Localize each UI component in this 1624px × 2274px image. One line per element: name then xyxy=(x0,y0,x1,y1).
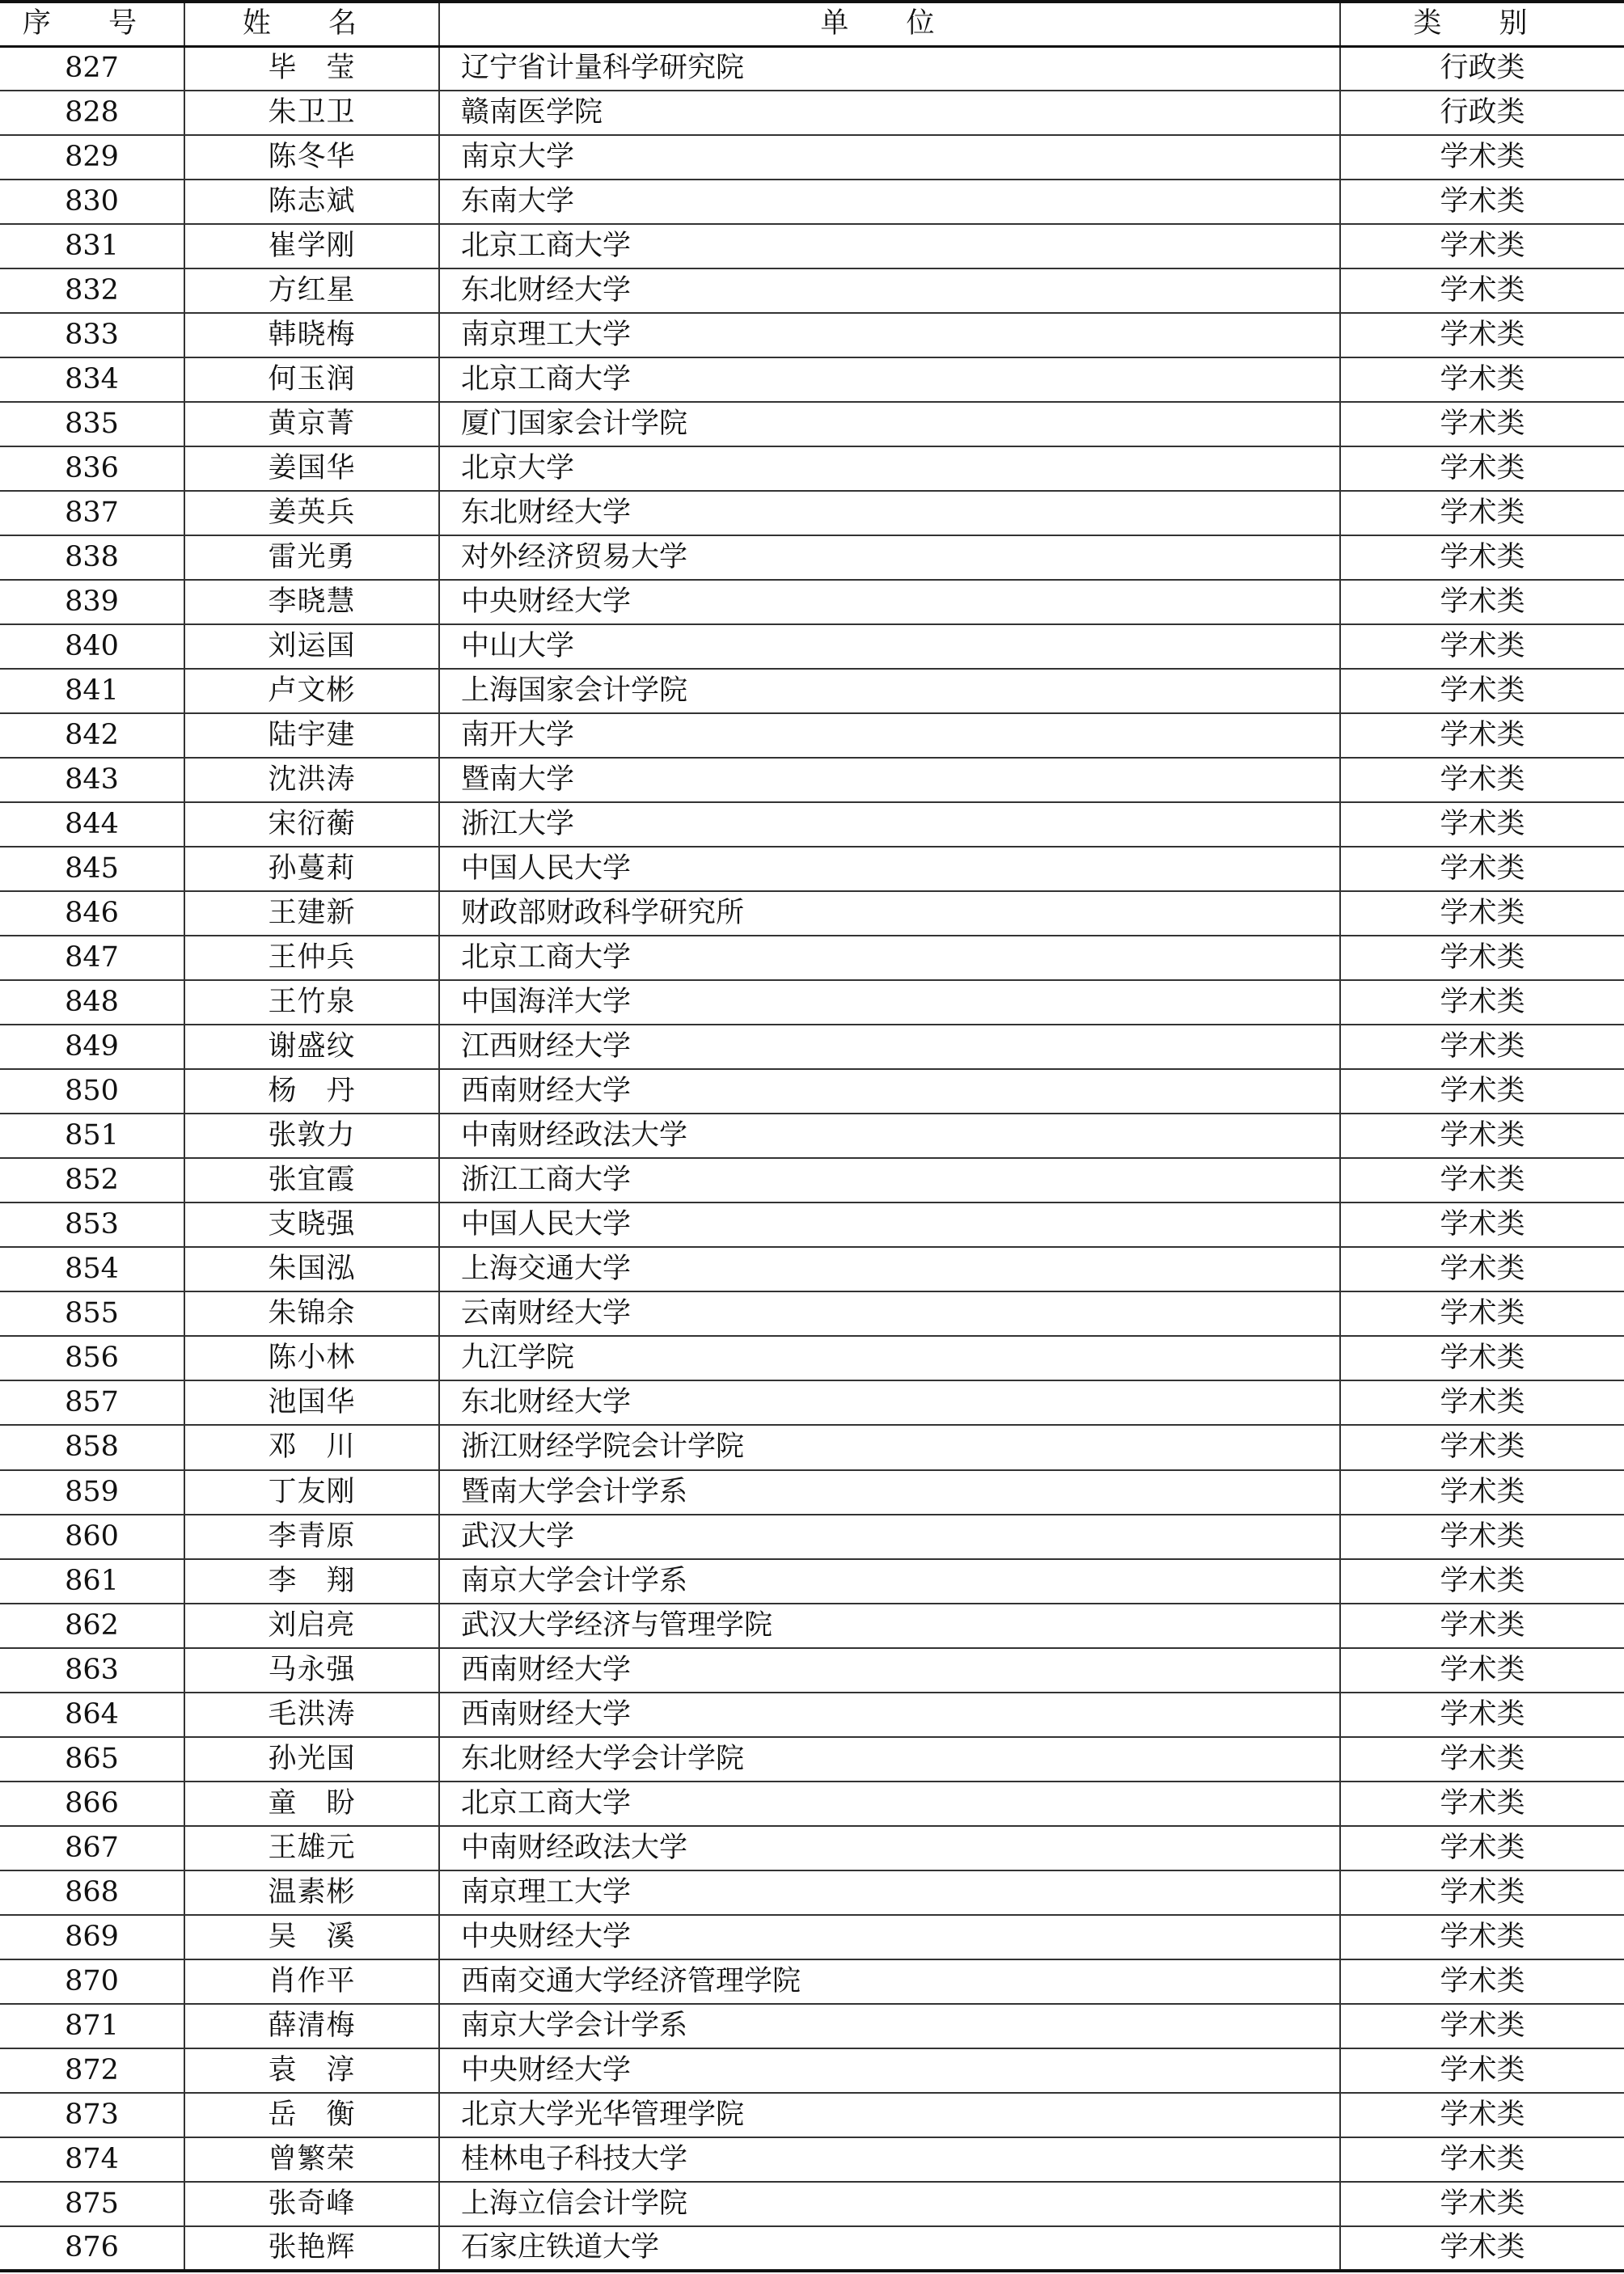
cell-name: 姜国华 xyxy=(184,446,439,491)
cell-category: 学术类 xyxy=(1340,1291,1624,1336)
cell-no: 832 xyxy=(0,268,184,313)
cell-no: 830 xyxy=(0,180,184,224)
table-row xyxy=(0,1203,1624,1247)
cell-name: 李 翔 xyxy=(184,1559,439,1604)
cell-no: 840 xyxy=(0,624,184,669)
cell-unit: 厦门国家会计学院 xyxy=(439,402,1340,446)
cell-category: 学术类 xyxy=(1340,491,1624,535)
cell-no: 831 xyxy=(0,224,184,268)
table-row xyxy=(0,2226,1624,2271)
cell-name: 沈洪涛 xyxy=(184,758,439,802)
cell-no: 850 xyxy=(0,1069,184,1114)
table-row xyxy=(0,357,1624,402)
table-row xyxy=(0,135,1624,180)
cell-unit: 南京大学 xyxy=(439,135,1340,180)
table-row xyxy=(0,1826,1624,1870)
cell-unit: 云南财经大学 xyxy=(439,1291,1340,1336)
cell-no: 869 xyxy=(0,1915,184,1959)
cell-no: 859 xyxy=(0,1470,184,1515)
table-row xyxy=(0,624,1624,669)
table-row xyxy=(0,847,1624,891)
table-row xyxy=(0,1470,1624,1515)
cell-no: 837 xyxy=(0,491,184,535)
table-row xyxy=(0,224,1624,268)
cell-no: 849 xyxy=(0,1025,184,1069)
table-row xyxy=(0,758,1624,802)
table-row xyxy=(0,1515,1624,1559)
cell-name: 薛清梅 xyxy=(184,2004,439,2048)
cell-name: 刘启亮 xyxy=(184,1604,439,1648)
cell-category: 学术类 xyxy=(1340,580,1624,624)
cell-category: 学术类 xyxy=(1340,1959,1624,2004)
cell-no: 857 xyxy=(0,1380,184,1425)
cell-no: 856 xyxy=(0,1336,184,1380)
cell-no: 871 xyxy=(0,2004,184,2048)
cell-name: 吴 溪 xyxy=(184,1915,439,1959)
table-row xyxy=(0,446,1624,491)
cell-no: 862 xyxy=(0,1604,184,1648)
cell-category: 学术类 xyxy=(1340,1069,1624,1114)
cell-name: 池国华 xyxy=(184,1380,439,1425)
table-row xyxy=(0,2004,1624,2048)
cell-no: 844 xyxy=(0,802,184,847)
cell-name: 曾繁荣 xyxy=(184,2137,439,2182)
cell-no: 829 xyxy=(0,135,184,180)
cell-category: 学术类 xyxy=(1340,936,1624,980)
cell-no: 865 xyxy=(0,1737,184,1782)
cell-category: 学术类 xyxy=(1340,180,1624,224)
cell-no: 873 xyxy=(0,2093,184,2137)
cell-no: 838 xyxy=(0,535,184,580)
cell-no: 836 xyxy=(0,446,184,491)
cell-no: 855 xyxy=(0,1291,184,1336)
cell-unit: 西南财经大学 xyxy=(439,1069,1340,1114)
table-row xyxy=(0,713,1624,758)
cell-name: 王竹泉 xyxy=(184,980,439,1025)
cell-name: 陈志斌 xyxy=(184,180,439,224)
cell-no: 851 xyxy=(0,1114,184,1158)
cell-category: 学术类 xyxy=(1340,713,1624,758)
cell-category: 学术类 xyxy=(1340,1515,1624,1559)
cell-name: 谢盛纹 xyxy=(184,1025,439,1069)
cell-name: 杨 丹 xyxy=(184,1069,439,1114)
table-row xyxy=(0,1336,1624,1380)
table-row xyxy=(0,802,1624,847)
table-row xyxy=(0,2048,1624,2093)
cell-name: 王仲兵 xyxy=(184,936,439,980)
cell-category: 学术类 xyxy=(1340,891,1624,936)
cell-category: 学术类 xyxy=(1340,1915,1624,1959)
cell-no: 827 xyxy=(0,46,184,91)
table-row xyxy=(0,491,1624,535)
cell-category: 学术类 xyxy=(1340,1782,1624,1826)
cell-category: 学术类 xyxy=(1340,1425,1624,1469)
cell-no: 868 xyxy=(0,1870,184,1915)
cell-name: 马永强 xyxy=(184,1648,439,1693)
cell-category: 学术类 xyxy=(1340,624,1624,669)
cell-name: 黄京菁 xyxy=(184,402,439,446)
table-row xyxy=(0,1559,1624,1604)
cell-unit: 北京大学光华管理学院 xyxy=(439,2093,1340,2137)
cell-unit: 中央财经大学 xyxy=(439,2048,1340,2093)
header-no: 序 号 xyxy=(0,2,184,46)
cell-no: 861 xyxy=(0,1559,184,1604)
cell-no: 858 xyxy=(0,1425,184,1469)
cell-name: 李青原 xyxy=(184,1515,439,1559)
cell-category: 学术类 xyxy=(1340,357,1624,402)
cell-no: 876 xyxy=(0,2226,184,2271)
cell-name: 宋衍蘅 xyxy=(184,802,439,847)
cell-no: 853 xyxy=(0,1203,184,1247)
table-row xyxy=(0,268,1624,313)
cell-category: 学术类 xyxy=(1340,1380,1624,1425)
cell-name: 韩晓梅 xyxy=(184,313,439,357)
cell-name: 支晓强 xyxy=(184,1203,439,1247)
header-category: 类 别 xyxy=(1340,2,1624,46)
cell-unit: 中南财经政法大学 xyxy=(439,1114,1340,1158)
cell-unit: 西南交通大学经济管理学院 xyxy=(439,1959,1340,2004)
cell-category: 学术类 xyxy=(1340,1604,1624,1648)
table-row xyxy=(0,1380,1624,1425)
cell-no: 852 xyxy=(0,1158,184,1203)
cell-unit: 南开大学 xyxy=(439,713,1340,758)
table-row xyxy=(0,1604,1624,1648)
cell-unit: 浙江工商大学 xyxy=(439,1158,1340,1203)
cell-unit: 浙江大学 xyxy=(439,802,1340,847)
cell-category: 学术类 xyxy=(1340,669,1624,713)
table-row xyxy=(0,580,1624,624)
cell-name: 朱锦余 xyxy=(184,1291,439,1336)
cell-category: 学术类 xyxy=(1340,1470,1624,1515)
cell-no: 860 xyxy=(0,1515,184,1559)
cell-no: 864 xyxy=(0,1693,184,1737)
table-row xyxy=(0,1069,1624,1114)
table-row xyxy=(0,91,1624,135)
cell-category: 行政类 xyxy=(1340,46,1624,91)
cell-no: 841 xyxy=(0,669,184,713)
cell-category: 学术类 xyxy=(1340,402,1624,446)
cell-name: 孙光国 xyxy=(184,1737,439,1782)
table-row xyxy=(0,1158,1624,1203)
cell-category: 学术类 xyxy=(1340,268,1624,313)
table-row xyxy=(0,46,1624,91)
cell-category: 学术类 xyxy=(1340,2182,1624,2226)
cell-unit: 财政部财政科学研究所 xyxy=(439,891,1340,936)
cell-name: 卢文彬 xyxy=(184,669,439,713)
cell-category: 学术类 xyxy=(1340,2137,1624,2182)
table-row xyxy=(0,980,1624,1025)
cell-category: 学术类 xyxy=(1340,224,1624,268)
table-row xyxy=(0,180,1624,224)
table-row xyxy=(0,1025,1624,1069)
cell-unit: 南京大学会计学系 xyxy=(439,1559,1340,1604)
cell-unit: 江西财经大学 xyxy=(439,1025,1340,1069)
cell-name: 丁友刚 xyxy=(184,1470,439,1515)
cell-category: 学术类 xyxy=(1340,2004,1624,2048)
cell-unit: 九江学院 xyxy=(439,1336,1340,1380)
cell-category: 学术类 xyxy=(1340,1870,1624,1915)
cell-unit: 东北财经大学 xyxy=(439,491,1340,535)
cell-name: 朱国泓 xyxy=(184,1247,439,1291)
cell-unit: 南京理工大学 xyxy=(439,313,1340,357)
cell-unit: 中南财经政法大学 xyxy=(439,1826,1340,1870)
cell-no: 842 xyxy=(0,713,184,758)
header-name: 姓 名 xyxy=(184,2,439,46)
cell-category: 学术类 xyxy=(1340,1737,1624,1782)
header-row xyxy=(0,2,1624,46)
cell-name: 肖作平 xyxy=(184,1959,439,2004)
cell-unit: 浙江财经学院会计学院 xyxy=(439,1425,1340,1469)
cell-category: 学术类 xyxy=(1340,2048,1624,2093)
cell-category: 学术类 xyxy=(1340,535,1624,580)
cell-unit: 北京工商大学 xyxy=(439,1782,1340,1826)
cell-category: 学术类 xyxy=(1340,446,1624,491)
table-row xyxy=(0,936,1624,980)
cell-name: 孙蔓莉 xyxy=(184,847,439,891)
cell-unit: 中国人民大学 xyxy=(439,1203,1340,1247)
cell-category: 学术类 xyxy=(1340,135,1624,180)
cell-unit: 中央财经大学 xyxy=(439,1915,1340,1959)
table-row xyxy=(0,535,1624,580)
cell-no: 867 xyxy=(0,1826,184,1870)
cell-category: 学术类 xyxy=(1340,313,1624,357)
table-row xyxy=(0,1648,1624,1693)
header-unit: 单 位 xyxy=(439,2,1340,46)
table-row xyxy=(0,1114,1624,1158)
cell-unit: 桂林电子科技大学 xyxy=(439,2137,1340,2182)
cell-category: 学术类 xyxy=(1340,1693,1624,1737)
cell-unit: 东北财经大学会计学院 xyxy=(439,1737,1340,1782)
table-row xyxy=(0,2093,1624,2137)
table-row xyxy=(0,313,1624,357)
cell-unit: 暨南大学会计学系 xyxy=(439,1470,1340,1515)
table-row xyxy=(0,2182,1624,2226)
table-row xyxy=(0,1959,1624,2004)
cell-category: 学术类 xyxy=(1340,1114,1624,1158)
cell-unit: 上海立信会计学院 xyxy=(439,2182,1340,2226)
cell-unit: 北京工商大学 xyxy=(439,224,1340,268)
cell-category: 学术类 xyxy=(1340,1203,1624,1247)
cell-category: 学术类 xyxy=(1340,758,1624,802)
cell-unit: 武汉大学 xyxy=(439,1515,1340,1559)
cell-name: 毛洪涛 xyxy=(184,1693,439,1737)
cell-no: 875 xyxy=(0,2182,184,2226)
cell-name: 崔学刚 xyxy=(184,224,439,268)
table-row xyxy=(0,1782,1624,1826)
table-row xyxy=(0,1291,1624,1336)
cell-name: 张艳辉 xyxy=(184,2226,439,2271)
cell-name: 温素彬 xyxy=(184,1870,439,1915)
cell-name: 姜英兵 xyxy=(184,491,439,535)
cell-no: 835 xyxy=(0,402,184,446)
table-row xyxy=(0,1425,1624,1469)
cell-category: 学术类 xyxy=(1340,1648,1624,1693)
table-row xyxy=(0,2137,1624,2182)
table-row xyxy=(0,1737,1624,1782)
cell-unit: 上海交通大学 xyxy=(439,1247,1340,1291)
cell-name: 张奇峰 xyxy=(184,2182,439,2226)
cell-no: 845 xyxy=(0,847,184,891)
cell-name: 朱卫卫 xyxy=(184,91,439,135)
cell-name: 王雄元 xyxy=(184,1826,439,1870)
cell-name: 何玉润 xyxy=(184,357,439,402)
cell-no: 866 xyxy=(0,1782,184,1826)
cell-category: 学术类 xyxy=(1340,980,1624,1025)
table-row xyxy=(0,891,1624,936)
cell-unit: 赣南医学院 xyxy=(439,91,1340,135)
table-row xyxy=(0,1915,1624,1959)
cell-category: 学术类 xyxy=(1340,1826,1624,1870)
cell-name: 张敦力 xyxy=(184,1114,439,1158)
cell-unit: 武汉大学经济与管理学院 xyxy=(439,1604,1340,1648)
table-row xyxy=(0,669,1624,713)
cell-name: 李晓慧 xyxy=(184,580,439,624)
cell-no: 846 xyxy=(0,891,184,936)
cell-name: 陈小林 xyxy=(184,1336,439,1380)
cell-name: 邓 川 xyxy=(184,1425,439,1469)
cell-unit: 南京大学会计学系 xyxy=(439,2004,1340,2048)
cell-unit: 中国海洋大学 xyxy=(439,980,1340,1025)
cell-no: 833 xyxy=(0,313,184,357)
cell-no: 870 xyxy=(0,1959,184,2004)
cell-unit: 北京工商大学 xyxy=(439,936,1340,980)
cell-unit: 中国人民大学 xyxy=(439,847,1340,891)
cell-name: 方红星 xyxy=(184,268,439,313)
cell-name: 岳 衡 xyxy=(184,2093,439,2137)
cell-category: 学术类 xyxy=(1340,2093,1624,2137)
cell-category: 学术类 xyxy=(1340,1336,1624,1380)
cell-no: 854 xyxy=(0,1247,184,1291)
cell-name: 雷光勇 xyxy=(184,535,439,580)
cell-no: 863 xyxy=(0,1648,184,1693)
cell-no: 839 xyxy=(0,580,184,624)
cell-category: 学术类 xyxy=(1340,1247,1624,1291)
cell-category: 学术类 xyxy=(1340,2226,1624,2271)
cell-no: 848 xyxy=(0,980,184,1025)
table-row xyxy=(0,1693,1624,1737)
cell-unit: 中央财经大学 xyxy=(439,580,1340,624)
table-row xyxy=(0,402,1624,446)
cell-unit: 东北财经大学 xyxy=(439,1380,1340,1425)
cell-unit: 辽宁省计量科学研究院 xyxy=(439,46,1340,91)
cell-no: 847 xyxy=(0,936,184,980)
cell-unit: 石家庄铁道大学 xyxy=(439,2226,1340,2271)
cell-unit: 北京大学 xyxy=(439,446,1340,491)
cell-no: 843 xyxy=(0,758,184,802)
cell-unit: 对外经济贸易大学 xyxy=(439,535,1340,580)
cell-category: 学术类 xyxy=(1340,802,1624,847)
cell-name: 陈冬华 xyxy=(184,135,439,180)
cell-category: 学术类 xyxy=(1340,1158,1624,1203)
cell-no: 834 xyxy=(0,357,184,402)
cell-category: 学术类 xyxy=(1340,847,1624,891)
cell-name: 王建新 xyxy=(184,891,439,936)
cell-name: 袁 淳 xyxy=(184,2048,439,2093)
cell-no: 872 xyxy=(0,2048,184,2093)
cell-unit: 中山大学 xyxy=(439,624,1340,669)
cell-category: 学术类 xyxy=(1340,1559,1624,1604)
cell-category: 行政类 xyxy=(1340,91,1624,135)
cell-unit: 西南财经大学 xyxy=(439,1648,1340,1693)
table-row xyxy=(0,1247,1624,1291)
cell-unit: 北京工商大学 xyxy=(439,357,1340,402)
cell-name: 刘运国 xyxy=(184,624,439,669)
cell-name: 毕 莹 xyxy=(184,46,439,91)
cell-unit: 西南财经大学 xyxy=(439,1693,1340,1737)
cell-no: 828 xyxy=(0,91,184,135)
cell-unit: 东北财经大学 xyxy=(439,268,1340,313)
table-row xyxy=(0,1870,1624,1915)
cell-category: 学术类 xyxy=(1340,1025,1624,1069)
cell-unit: 南京理工大学 xyxy=(439,1870,1340,1915)
cell-no: 874 xyxy=(0,2137,184,2182)
cell-unit: 上海国家会计学院 xyxy=(439,669,1340,713)
cell-name: 陆宇建 xyxy=(184,713,439,758)
cell-unit: 东南大学 xyxy=(439,180,1340,224)
cell-unit: 暨南大学 xyxy=(439,758,1340,802)
cell-name: 童 盼 xyxy=(184,1782,439,1826)
cell-name: 张宜霞 xyxy=(184,1158,439,1203)
